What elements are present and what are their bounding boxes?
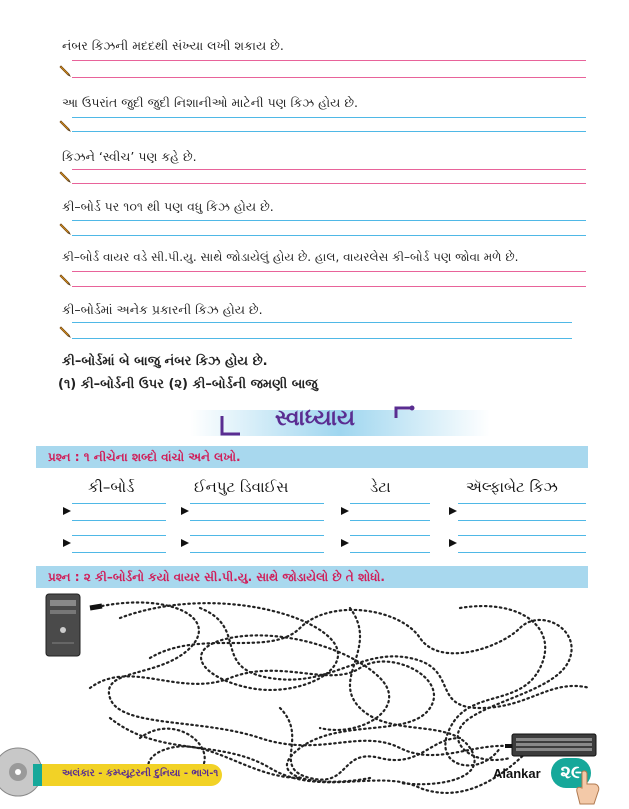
section-title: સ્વાધ્યાય — [274, 406, 356, 431]
sentence-3: કિઝને ‘સ્વીચ’ પણ કહે છે. — [62, 149, 197, 164]
keyboard-icon — [512, 734, 596, 756]
footer-book-title: અલંકાર - કમ્પ્યૂટરની દુનિયા - ભાગ-૧ — [62, 768, 219, 779]
answer-line[interactable] — [190, 535, 324, 536]
answer-line[interactable] — [72, 503, 166, 504]
writing-line — [72, 183, 586, 184]
writing-line — [72, 271, 586, 272]
answer-line[interactable] — [190, 552, 324, 553]
sentence-6: કી–બોર્ડમાં અનેક પ્રકારની કિઝ હોય છે. — [62, 302, 263, 317]
brand-logo-text: Alankar — [493, 766, 541, 781]
answer-line[interactable] — [458, 503, 586, 504]
page-number: ૨૯ — [551, 758, 591, 788]
answer-line[interactable] — [72, 535, 166, 536]
pencil-icon — [58, 325, 72, 339]
pencil-icon — [58, 222, 72, 236]
arrow-icon — [340, 538, 350, 548]
answer-line[interactable] — [72, 552, 166, 553]
word-alphabet-keys: ઍલ્ફાબેટ કિઝ — [466, 478, 558, 496]
writing-line — [72, 169, 586, 170]
sentence-1: નંબર કિઝની મદદથી સંખ્યા લખી શકાય છે. — [62, 38, 284, 53]
cpu-icon — [46, 594, 80, 656]
answer-line[interactable] — [72, 520, 166, 521]
answer-line[interactable] — [350, 535, 430, 536]
writing-line — [72, 235, 586, 236]
writing-line — [72, 117, 586, 118]
word-keyboard: કી–બોર્ડ — [88, 478, 135, 496]
writing-line — [72, 322, 572, 323]
answer-line[interactable] — [458, 520, 586, 521]
arrow-icon — [180, 506, 190, 516]
answer-line[interactable] — [350, 520, 430, 521]
word-input-device: ઈનપુટ ડિવાઈસ — [194, 478, 289, 496]
pencil-icon — [58, 119, 72, 133]
writing-line — [72, 338, 572, 339]
sentence-2: આ ઉપરાંત જુદી જુદી નિશાનીઓ માટેની પણ કિઝ હોય છે. — [62, 95, 358, 110]
summary-line-1: કી–બોર્ડમાં બે બાજુ નંબર કિઝ હોય છે. — [62, 354, 268, 369]
writing-line — [72, 286, 586, 287]
writing-line — [72, 60, 586, 61]
question-1-text: પ્રશ્ન : ૧ નીચેના શબ્દો વાંચો અને લખો. — [48, 450, 241, 464]
sentence-4: કી–બોર્ડ પર ૧૦૧ થી પણ વધુ કિઝ હોય છે. — [62, 199, 274, 214]
pencil-icon — [58, 170, 72, 184]
answer-line[interactable] — [350, 503, 430, 504]
writing-line — [72, 220, 586, 221]
pencil-icon — [58, 273, 72, 287]
summary-line-2: (૧) કી–બોર્ડની ઉપર (૨) કી–બોર્ડની જમણી બાજુ — [58, 377, 318, 392]
sentence-5: કી–બોર્ડ વાયર વડે સી.પી.યુ. સાથે જોડાયેલું હોય છે. હાલ, વાયરલેસ કી–બોર્ડ પણ જોવા મળે છે. — [62, 250, 519, 264]
pencil-icon — [58, 64, 72, 78]
pointing-hand-icon — [574, 770, 602, 806]
arrow-icon — [448, 538, 458, 548]
writing-line — [72, 131, 586, 132]
answer-line[interactable] — [190, 503, 324, 504]
arrow-icon — [340, 506, 350, 516]
answer-line[interactable] — [458, 535, 586, 536]
answer-line[interactable] — [350, 552, 430, 553]
arrow-icon — [448, 506, 458, 516]
arrow-icon — [180, 538, 190, 548]
answer-line[interactable] — [190, 520, 324, 521]
arrow-icon — [62, 538, 72, 548]
word-data: ડેટા — [370, 478, 391, 496]
arrow-icon — [62, 506, 72, 516]
writing-line — [72, 77, 586, 78]
question-2-text: પ્રશ્ન : ૨ કી–બોર્ડનો કયો વાયર સી.પી.યુ. સાથે જોડાયેલો છે તે શોધો. — [48, 570, 385, 584]
answer-line[interactable] — [458, 552, 586, 553]
footer-accent — [33, 764, 42, 786]
